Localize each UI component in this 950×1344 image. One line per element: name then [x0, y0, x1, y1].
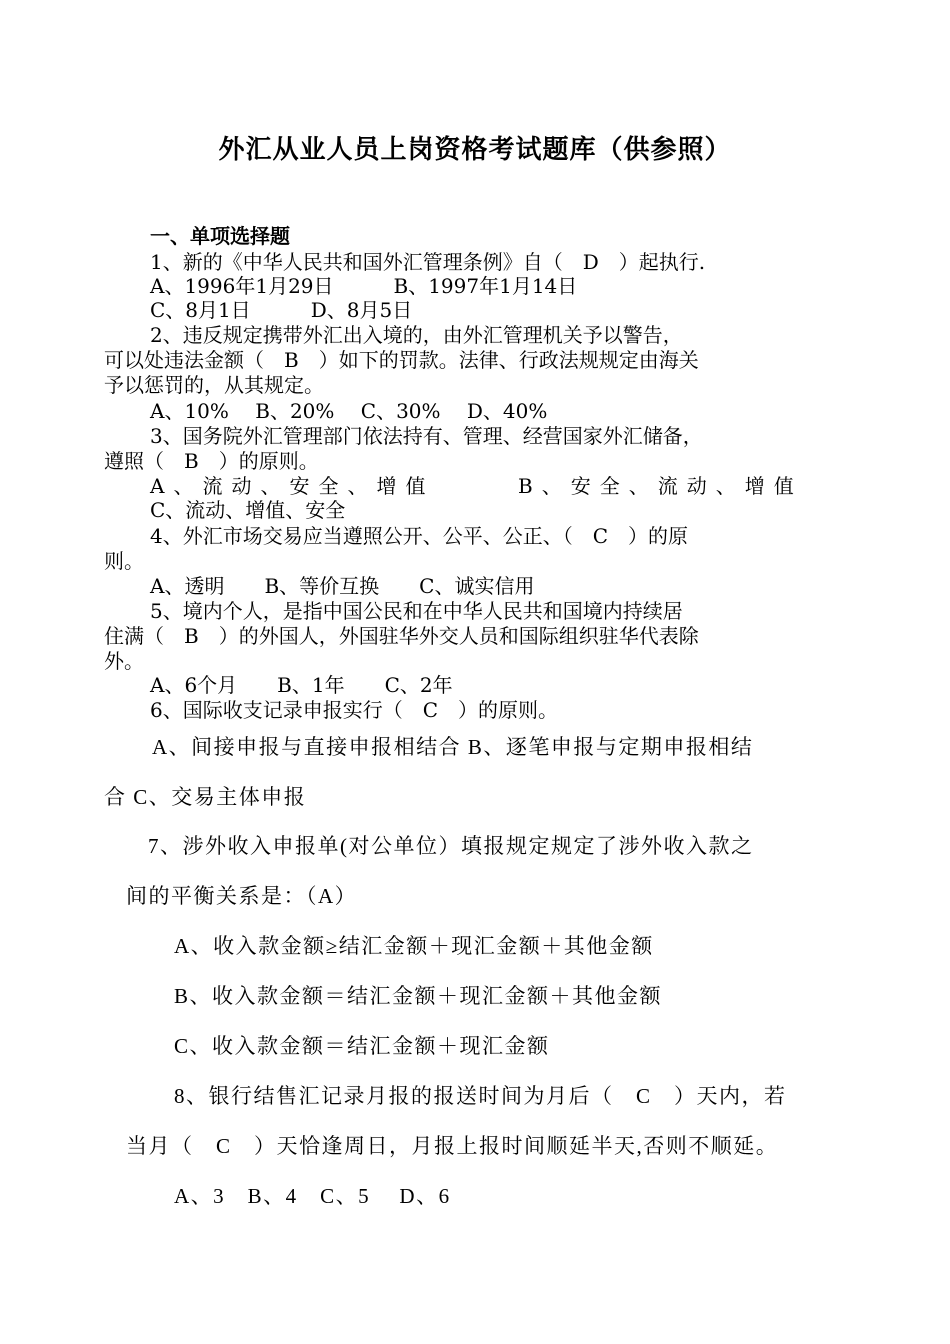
question-7-option-b: B、收入款金额＝结汇金额＋现汇金额＋其他金额	[174, 984, 663, 1008]
question-1-text: 1、新的《中华人民共和国外汇管理条例》自（ D ）起执行.	[150, 250, 706, 274]
question-7-text-line-1: 7、涉外收入申报单(对公单位）填报规定规定了涉外收入款之	[148, 834, 754, 858]
question-3-option-b: B、安全、流动、增值	[518, 474, 803, 498]
question-2-options: A、10% B、20% C、30% D、40%	[150, 399, 548, 423]
question-3-text-line-2: 遵照（ B ）的原则。	[104, 449, 319, 473]
question-7-text-line-2: 间的平衡关系是：（A）	[126, 884, 358, 908]
question-3-option-a: A、流动、安全、增值	[150, 474, 435, 498]
question-3-text-line-1: 3、国务院外汇管理部门依法持有、管理、经营国家外汇储备，	[150, 424, 703, 448]
question-7-option-c: C、收入款金额＝结汇金额＋现汇金额	[174, 1034, 550, 1058]
question-4-text-line-2: 则。	[104, 549, 144, 573]
document-title: 外汇从业人员上岗资格考试题库（供参照）	[218, 135, 732, 165]
question-6-options-line-2: 合 C、交易主体申报	[104, 785, 307, 809]
question-2-text-line-3: 予以惩罚的，从其规定。	[104, 373, 324, 397]
question-1-options-cd: C、8月1日 D、8月5日	[150, 298, 413, 322]
question-8-text-line-2: 当月（ C ）天恰逢周日，月报上报时间顺延半天,否则不顺延。	[126, 1134, 779, 1158]
question-5-options: A、6个月 B、1年 C、2年	[150, 673, 453, 697]
question-5-text-line-1: 5、境内个人，是指中国公民和在中华人民共和国境内持续居	[150, 599, 683, 623]
question-2-text-line-2: 可以处违法金额（ B ）如下的罚款。法律、行政法规规定由海关	[104, 348, 699, 372]
question-6-text: 6、国际收支记录申报实行（ C ）的原则。	[150, 698, 559, 722]
question-8-text-line-1: 8、银行结售汇记录月报的报送时间为月后（ C ）天内，若	[174, 1084, 787, 1108]
question-4-text-line-1: 4、外汇市场交易应当遵照公开、公平、公正、（ C ）的原	[150, 524, 689, 548]
question-6-options-line-1: A、间接申报与直接申报相结合 B、逐笔申报与定期申报相结	[152, 735, 754, 759]
question-5-text-line-3: 外。	[104, 649, 144, 673]
question-2-text-line-1: 2、违反规定携带外汇出入境的，由外汇管理机关予以警告，	[150, 323, 683, 347]
question-1-options-ab: A、1996年1月29日 B、1997年1月14日	[150, 274, 578, 298]
question-4-options: A、透明 B、等价互换 C、诚实信用	[150, 574, 535, 598]
question-5-text-line-2: 住满（ B ）的外国人，外国驻华外交人员和国际组织驻华代表除	[104, 624, 699, 648]
section-heading: 一、单项选择题	[150, 224, 290, 248]
question-7-option-a: A、收入款金额≥结汇金额＋现汇金额＋其他金额	[174, 934, 654, 958]
question-8-options: A、3 B、4 C、5 D、6	[174, 1184, 451, 1208]
question-3-option-c: C、流动、增值、安全	[150, 498, 346, 522]
